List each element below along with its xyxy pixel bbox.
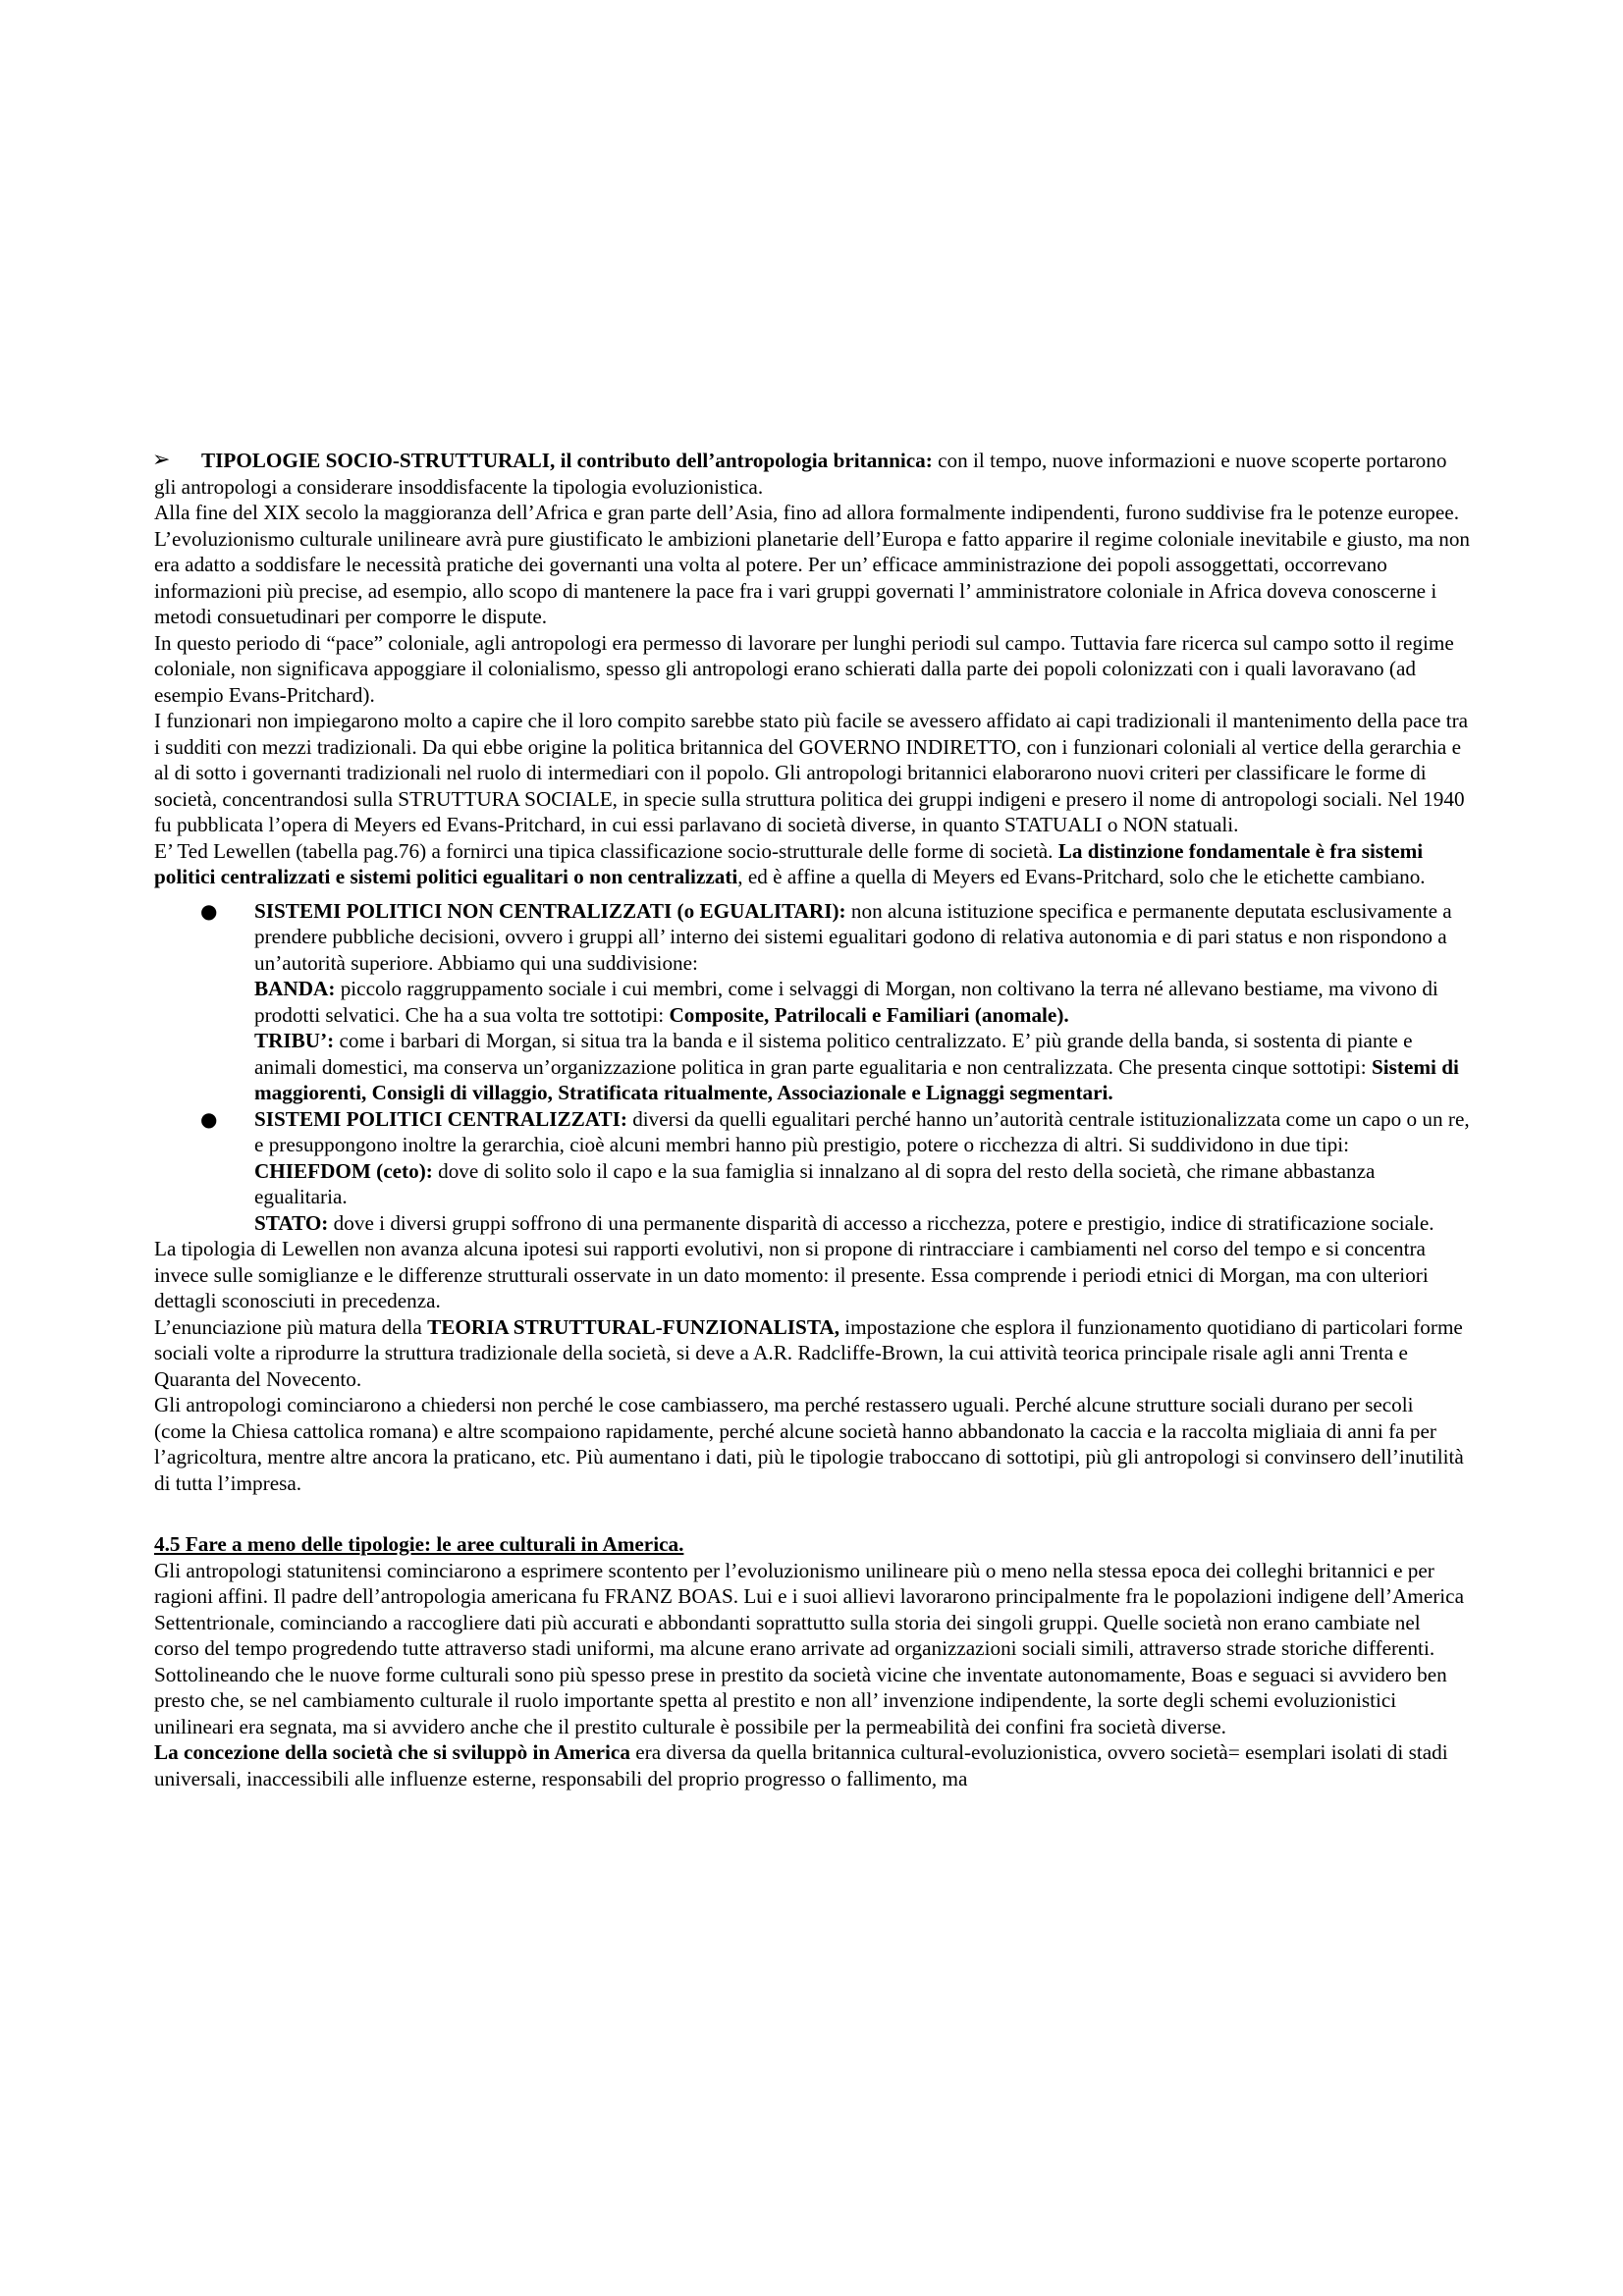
list-item-heading: SISTEMI POLITICI CENTRALIZZATI: [254, 1106, 627, 1131]
section-lead-text: con il tempo, nuove informazioni e nuove scoperte portarono gli antropologi a considerare insoddisfacente la tipologia evoluzionistica. [154, 449, 1447, 499]
paragraph-why-stable: Gli antropologi cominciarono a chiedersi non perché le cose cambiassero, ma perché restassero uguali. Perché alcune strutture sociali durano per secoli (come la Chiesa cattolica romana) e altre scompaiono rapidamente, perché alcune società hanno abbandonato la caccia e la raccolta migliaia di anni fa per l’agricoltura, mentre altre ancora la praticano, etc. Più aumentano i dati, più le tipologie traboccano di sottotipi, più gli antropologi si convinsero dell’inutilità di tutta l’impresa. [154, 1393, 1464, 1495]
subtype-stato: STATO: dove i diversi gruppi soffrono di una permanente disparità di accesso a ricchezza, potere e prestigio, indice di stratificazione sociale. [254, 1210, 1434, 1235]
bullet-dot-icon: ● [200, 1106, 218, 1131]
paragraph-colonial-peace: In questo periodo di “pace” coloniale, agli antropologi era permesso di lavorare per lunghi periodi sul campo. Tuttavia fare ricerca sul campo sotto il regime coloniale, non significava appoggiare il colonialismo, spesso gli antropologi erano schierati dalla parte dei popoli colonizzati con i quali lavoravano (ad esempio Evans-Pritchard). [154, 630, 1454, 707]
political-systems-list [154, 898, 1470, 1237]
section-heading-cultural-areas: 4.5 Fare a meno delle tipologie: le aree culturali in America. [154, 1532, 684, 1556]
list-item-non-centralized: ● SISTEMI POLITICI NON CENTRALIZZATI (o EGUALITARI): non alcuna istituzione specifica e permanente deputata esclusivamente a prendere pubbliche decisioni, ovvero i gruppi all’ interno dei sistemi egualitari godono di relativa autonomia e di pari status e non rispondono a un’autorità superiore. Abbiamo qui una suddivisione: BANDA: piccolo raggruppamento sociale i cui membri, come i selvaggi di Morgan, non coltivano la terra né allevano bestiame, ma vivono di prodotti selvatici. Che ha a sua volta tre sottotipi: Composite, Patrilocali e Familiari (anomale). TRIBU’: come i barbari di Morgan, si situa tra la banda e il sistema politico centralizzato. E’ più grande della banda, si sostenta di piante e animali domestici, ma conserva un’organizzazione politica in gran parte egualitaria e non centralizzata. Che presenta cinque sottotipi: Sistemi di maggiorenti, Consigli di villaggio, Stratificata ritualmente, Associazionale e Lignaggi segmentari. [154, 898, 1470, 1106]
paragraph-lewellen-typology: La tipologia di Lewellen non avanza alcuna ipotesi sui rapporti evolutivi, non si propone di rintracciare i cambiamenti nel corso del tempo e si concentra invece sulle somiglianze e le differenze strutturali osservate in un dato momento: il presente. Essa comprende i periodi etnici di Morgan, ma con ulteriori dettagli sconosciuti in precedenza. [154, 1237, 1429, 1312]
paragraph-colonial-regime: Alla fine del XIX secolo la maggioranza dell’Africa e gran parte dell’Asia, fino ad allora formalmente indipendenti, furono suddivise fra le potenze europee. L’evoluzionismo culturale unilineare avrà pure giustificato le ambizioni planetarie dell’Europa e fatto apparire il regime coloniale inevitabile e giusto, ma non era adatto a soddisfare le necessità pratiche dei governanti una volta al potere. Per un’ efficace amministrazione dei popoli assoggettati, occorrevano informazioni più precise, ad esempio, allo scopo di mantenere la pace fra i vari gruppi governati l’ amministratore coloniale in Africa doveva conoscerne i metodi consuetudinari per comporre le dispute. [154, 501, 1471, 628]
subtype-banda: BANDA: piccolo raggruppamento sociale i cui membri, come i selvaggi di Morgan, non coltivano la terra né allevano bestiame, ma vivono di prodotti selvatici. Che ha a sua volta tre sottotipi: Composite, Patrilocali e Familiari (anomale). [254, 977, 1438, 1027]
arrow-bullet-icon: ➢ [152, 448, 171, 472]
bullet-dot-icon: ● [200, 898, 218, 923]
paragraph-indirect-rule: I funzionari non impiegarono molto a capire che il loro compito sarebbe stato più facile se avessero affidato ai capi tradizionali il mantenimento della pace tra i sudditi con mezzi tradizionali. Da qui ebbe origine la politica britannica del GOVERNO INDIRETTO, con i funzionari coloniali al vertice della gerarchia e al di sotto i governanti tradizionali nel ruolo di intermediari con il popolo. Gli antropologi britannici elaborarono nuovi criteri per classificare le forme di società, concentrandosi sulla STRUTTURA SOCIALE, in specie sulla struttura politica dei gruppi indigeni e presero il nome di antropologi sociali. Nel 1940 fu pubblicata l’opera di Meyers ed Evans-Pritchard, in cui essi parlavano di società diverse, in quanto STATUALI o NON statuali. [154, 709, 1469, 836]
section-lead-heading: TIPOLOGIE SOCIO-STRUTTURALI, il contributo dell’antropologia britannica: [201, 449, 933, 472]
list-item-heading: SISTEMI POLITICI NON CENTRALIZZATI (o EGUALITARI): [254, 898, 846, 923]
section-lead-paragraph [154, 448, 1470, 500]
document-page [154, 448, 1470, 1791]
subtype-tribu: TRIBU’: come i barbari di Morgan, si situa tra la banda e il sistema politico centralizzato. E’ più grande della banda, si sostenta di piante e animali domestici, ma conserva un’organizzazione politica in gran parte egualitaria e non centralizzata. Che presenta cinque sottotipi: Sistemi di maggiorenti, Consigli di villaggio, Stratificata ritualmente, Associazionale e Lignaggi segmentari. [254, 1029, 1459, 1104]
lewellen-key-distinction: La distinzione fondamentale è fra sistemi politici centralizzati e sistemi politici egualitari o non centralizzati [154, 838, 1424, 888]
paragraph-boas: Gli antropologi statunitensi cominciarono a esprimere scontento per l’evoluzionismo unilineare più o meno nella stessa epoca dei colleghi britannici e per ragioni affini. Il padre dell’antropologia americana fu FRANZ BOAS. Lui e i suoi allievi lavorarono principalmente fra le popolazioni indigene dell’America Settentrionale, cominciando a raccogliere dati più accurati e abbondanti soprattutto sulla storia dei singoli gruppi. Quelle società non erano cambiate nel corso del tempo progredendo tutte attraverso stadi uniformi, ma alcune erano arrivate ad organizzazioni sociali simili, attraverso strade storiche differenti. Sottolineando che le nuove forme culturali sono più spesso prese in prestito da società vicine che inventate autonomamente, Boas e seguaci si avvidero ben presto che, se nel cambiamento culturale il ruolo importante spetta al prestito e non all’ invenzione indipendente, la sorte degli schemi evoluzionistici unilineari era segnata, ma si avvidero anche che il prestito culturale è possibile per la permeabilità dei confini fra società diverse. [154, 1558, 1464, 1738]
paragraph-lewellen: E’ Ted Lewellen (tabella pag.76) a fornirci una tipica classificazione socio-strutturale delle forme di società. La distinzione fondamentale è fra sistemi politici centralizzati e sistemi politici egualitari o non centralizzati, ed è affine a quella di Meyers ed Evans-Pritchard, solo che le etichette cambiano. [154, 838, 1426, 888]
paragraph-american-conception: La concezione della società che si sviluppò in America era diversa da quella britannica cultural-evoluzionistica, ovvero società= esemplari isolati di stadi universali, inaccessibili alle influenze esterne, responsabili del proprio progresso o fallimento, ma [154, 1740, 1448, 1790]
theory-name: TEORIA STRUTTURAL-FUNZIONALISTA, [427, 1314, 839, 1339]
list-item-centralized: ● SISTEMI POLITICI CENTRALIZZATI: diversi da quelli egualitari perché hanno un’autorità centrale istituzionalizzata come un capo o un re, e presuppongono inoltre la gerarchia, cioè alcuni membri hanno più prestigio, potere o ricchezza di altri. Si suddividono in due tipi: CHIEFDOM (ceto): dove di solito solo il capo e la sua famiglia si innalzano al di sopra del resto della società, che rimane abbastanza egualitaria. STATO: dove i diversi gruppi soffrono di una permanente disparità di accesso a ricchezza, potere e prestigio, indice di stratificazione sociale. [200, 1106, 1470, 1235]
paragraph-structural-functionalism: L’enunciazione più matura della TEORIA STRUTTURAL-FUNZIONALISTA, impostazione che esplora il funzionamento quotidiano di particolari forme sociali volte a riprodurre la struttura tradizionale della società, si deve a A.R. Radcliffe-Brown, la cui attività teorica principale risale agli anni Trenta e Quaranta del Novecento. [154, 1314, 1463, 1391]
subtype-chiefdom: CHIEFDOM (ceto): dove di solito solo il capo e la sua famiglia si innalzano al di sopra del resto della società, che rimane abbastanza egualitaria. [254, 1158, 1376, 1208]
section-gap [154, 1496, 1470, 1531]
